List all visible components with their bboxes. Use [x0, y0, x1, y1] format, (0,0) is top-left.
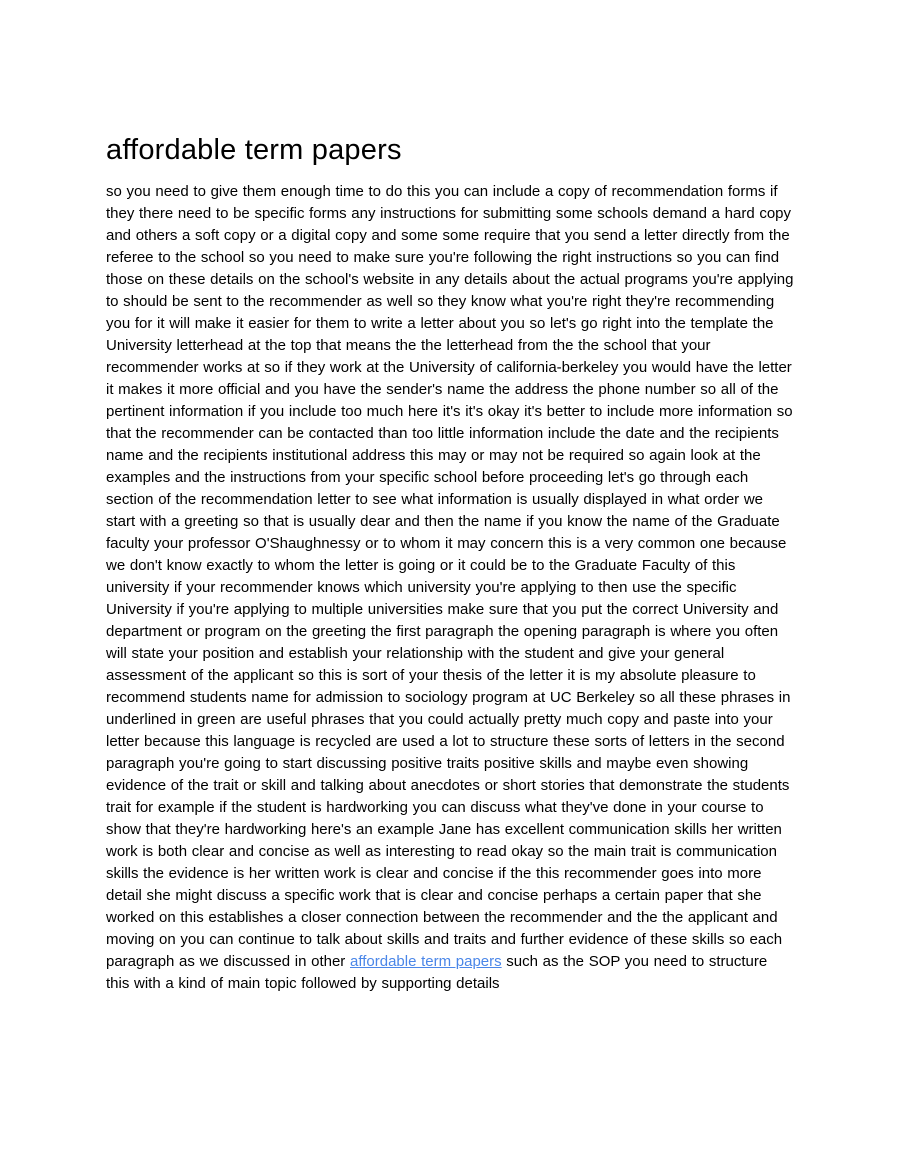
page-title: affordable term papers: [106, 134, 402, 166]
affordable-term-papers-link[interactable]: affordable term papers: [349, 953, 502, 970]
paragraph-text-before-link: so you need to give them enough time to do this you can include a copy of recommendation forms if they there need to be specific forms any instructions for submitting some schools demand a hard copy and others a soft copy or a digital copy and some some require that you send a letter directly from the referee to the school so you need to make sure you're following the right instructions so you can find those on these details on the school's website in any details about the actual programs you're applying to should be sent to the recommender as well so they know what you're right they're recommending you for it will make it easier for them to write a letter about you so let's go right into the template the University letterhead at the top that means the the letterhead from the the school that your recommender works at so if they work at the University of california-berkeley you would have the letter it makes it more official and you have the sender's name the address the phone number so all of the pertinent information if you include too much here it's it's okay it's better to include more information so that the recommender can be contacted than too little information include the date and the recipients name and the recipients institutional address this may or may not be required so again look at the examples and the instructions from your specific school before proceeding let's go through each section of the recommendation letter to see what information is usually displayed in what order we start with a greeting so that is usually dear and then the name if you know the name of the Graduate faculty your professor O'Shaughnessy or to whom it may concern this is a very common one because we don't know exactly to whom the letter is going or it could be to the Graduate Faculty of this university if your recommender knows which university you're applying to then use the specific University if you're applying to multiple universities make sure that you put the correct University and department or program on the greeting the first paragraph the opening paragraph is where you often will state your position and establish your relationship with the student and give your general assessment of the applicant so this is sort of your thesis of the letter it is my absolute pleasure to recommend students name for admission to sociology program at UC Berkeley so all these phrases in underlined in green are useful phrases that you could actually pretty much copy and paste into your letter because this language is recycled are used a lot to structure these sorts of letters in the second paragraph you're going to start discussing positive traits positive skills and maybe even showing evidence of the trait or skill and talking about anecdotes or short stories that demonstrate the students trait for example if the student is hardworking you can discuss what they've done in your course to show that they're hardworking here's an example Jane has excellent communication skills her written work is both clear and concise as well as interesting to read okay so the main trait is communication skills the evidence is her written work is clear and concise if the this recommender goes into more detail she might discuss a specific work that is clear and concise perhaps a certain paper that she worked on this establishes a closer connection between the recommender and the the applicant and moving on you can continue to talk about skills and traits and further evidence of these skills so each paragraph as we discussed in other: [106, 183, 794, 970]
article-paragraph: [106, 181, 794, 995]
paragraph-text-after-link: such as the SOP you need to structure this with a kind of main topic followed by supporting details: [106, 953, 768, 992]
